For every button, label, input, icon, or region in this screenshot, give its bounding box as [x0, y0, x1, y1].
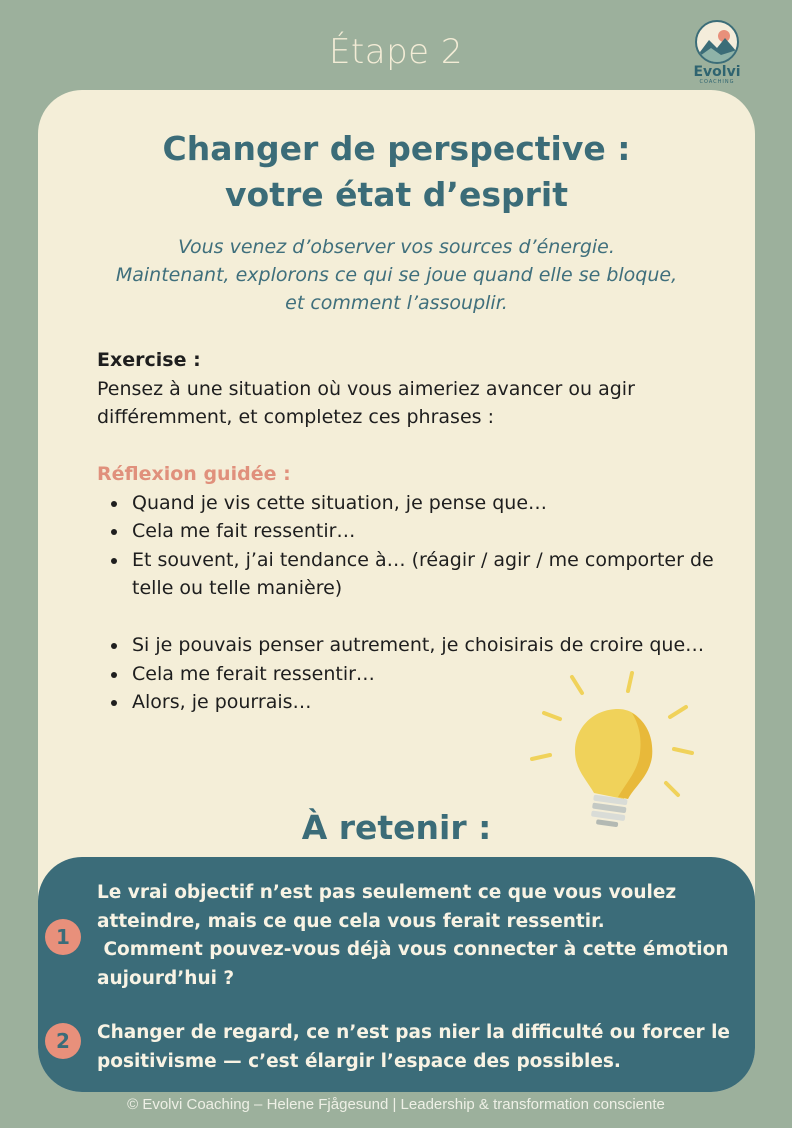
takeaway-2-line-1: Changer de regard, ce n’est pas nier la difficulté ou forcer le: [97, 1022, 730, 1043]
intro-line-3: et comment l’assouplir.: [285, 292, 508, 314]
takeaway-1: [97, 879, 737, 993]
number-badge-1: 1: [45, 919, 81, 955]
takeaway-2: [97, 1019, 737, 1076]
exercise-label: Exercise :: [97, 349, 201, 371]
takeaway-1-line-1: Le vrai objectif n’est pas seulement ce que vous voulez: [97, 882, 677, 903]
page-title: [38, 126, 755, 218]
takeaway-1-line-3: Comment pouvez-vous déjà vous connecter à cette émotion: [97, 939, 729, 960]
list-item: Alors, je pourrais…: [97, 688, 717, 717]
list-item: Et souvent, j’ai tendance à… (réagir / agir / me comporter de telle ou telle manière): [97, 546, 717, 603]
list-item: Quand je vis cette situation, je pense que…: [97, 489, 717, 518]
bullet-list-1: [97, 489, 717, 603]
logo-name: Evolvi: [693, 64, 741, 80]
takeaway-1-line-2: atteindre, mais ce que cela vous ferait ressentir.: [97, 910, 605, 932]
title-line-2: votre état d’esprit: [225, 175, 568, 214]
intro-line-1: Vous venez d’observer vos sources d’énergie.: [178, 236, 615, 258]
takeaway-1-line-4: aujourd’hui ?: [97, 967, 235, 989]
retenir-title: À retenir :: [301, 808, 492, 847]
takeaways-panel: [38, 857, 755, 1092]
reflexion-label: Réflexion guidée :: [97, 463, 291, 485]
logo-subtitle: COACHING: [699, 79, 735, 85]
content-card: [38, 90, 755, 1092]
title-line-1: Changer de perspective :: [162, 129, 631, 168]
exercise-text: Pensez à une situation où vous aimeriez avancer ou agir différemment, et completez ces phrases :: [97, 377, 635, 428]
logo-emblem-icon: [695, 20, 739, 64]
intro-text: [78, 233, 715, 317]
number-badge-2: 2: [45, 1023, 81, 1059]
list-item: Cela me ferait ressentir…: [97, 660, 717, 689]
list-item: Cela me fait ressentir…: [97, 517, 717, 546]
intro-line-2: Maintenant, explorons ce qui se joue quand elle se bloque,: [115, 264, 678, 286]
takeaway-2-line-2: positivisme — c’est élargir l’espace des possibles.: [97, 1050, 621, 1072]
list-item: Si je pouvais penser autrement, je choisirais de croire que…: [97, 631, 717, 660]
step-title: Étape 2: [328, 32, 464, 72]
exercise-section: [97, 346, 717, 432]
footer-copyright: © Evolvi Coaching – Helene Fjågesund | Leadership & transformation consciente: [127, 1096, 665, 1113]
evolvi-logo: [690, 20, 744, 85]
